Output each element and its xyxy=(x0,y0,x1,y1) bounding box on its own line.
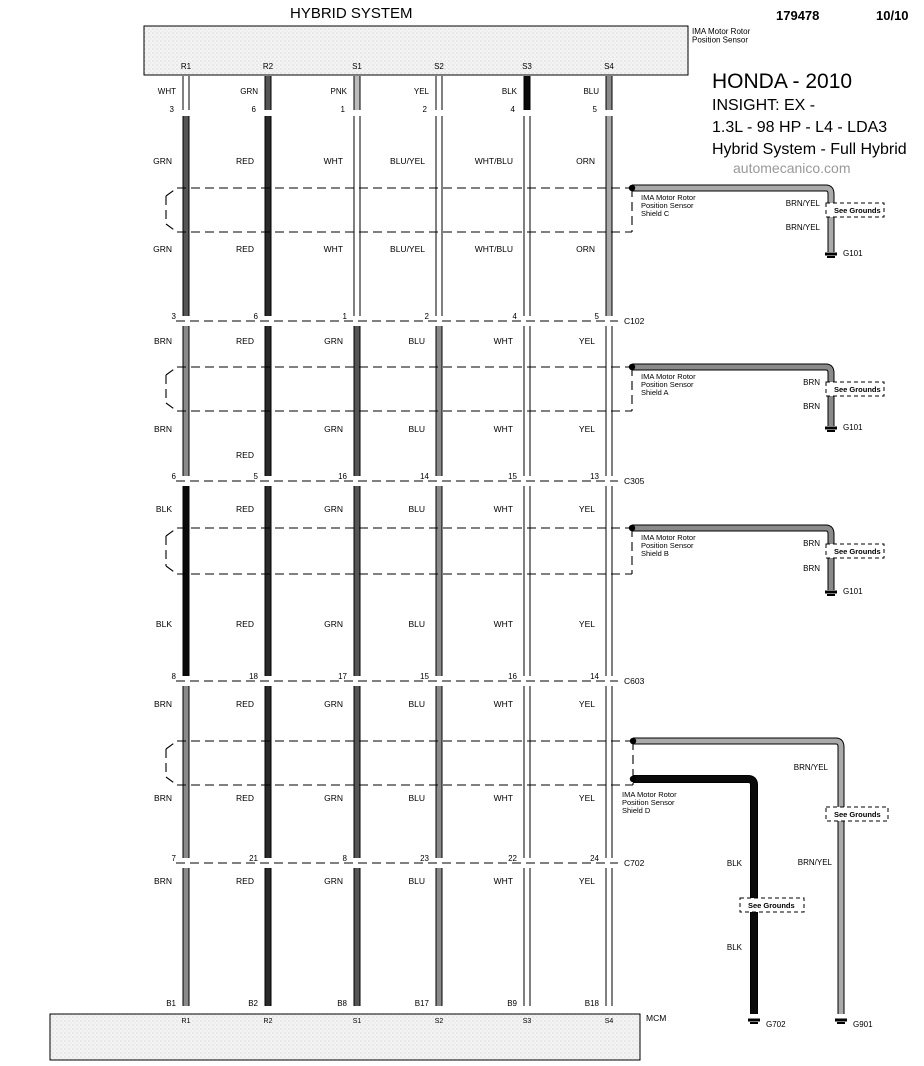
top-wire-color-label: GRN xyxy=(240,87,258,96)
sensor-component-label: IMA Motor Rotor Position Sensor xyxy=(692,27,751,45)
mcm-pin-label: S1 xyxy=(352,1018,362,1025)
wire-color-label: YEL xyxy=(578,504,595,514)
connector-pin-number: 23 xyxy=(420,854,429,863)
wire-color-label: BLU xyxy=(408,336,425,346)
ground-wire-color-label: BLK xyxy=(726,943,742,952)
mcm-terminal-label: B9 xyxy=(507,999,517,1008)
wire-color-label: YEL xyxy=(578,793,595,803)
ground-wire-color-label: BLK xyxy=(726,859,742,868)
wire-color-label: BLU xyxy=(408,504,425,514)
top-pin-label: R2 xyxy=(262,62,274,71)
wire-color-label: WHT xyxy=(493,793,513,803)
mcm-pin-label: S3 xyxy=(522,1018,532,1025)
drain-wire-color-label: BRN/YEL xyxy=(797,858,832,867)
shield-label: IMA Motor Rotor Position Sensor Shield C xyxy=(641,193,696,218)
drain-wire-color-label: BRN/YEL xyxy=(785,223,820,232)
wire-color-label: GRN xyxy=(324,876,343,886)
wire-color-label: ORN xyxy=(576,156,595,166)
connector-name: C102 xyxy=(624,316,645,326)
connector-pin-number: 7 xyxy=(171,854,176,863)
connector-name: C603 xyxy=(624,676,645,686)
connector-pin-number: 15 xyxy=(420,672,429,681)
wire-color-label: WHT/BLU xyxy=(474,244,513,254)
wire-color-label: WHT xyxy=(493,619,513,629)
drain-wire-color-label: BRN xyxy=(803,402,820,411)
wire-color-label: BRN xyxy=(154,424,172,434)
connector-pin-number: 5 xyxy=(253,472,258,481)
wire-color-label: RED xyxy=(236,876,254,886)
mcm-component-label: MCM xyxy=(646,1013,667,1023)
shield-outline xyxy=(166,188,177,196)
watermark: automecanico.com xyxy=(733,160,851,176)
page-number: 10/10 xyxy=(876,8,909,23)
connector-pin-number: 5 xyxy=(594,312,599,321)
shield-splice-dot xyxy=(629,525,635,531)
shield-splice-dot xyxy=(629,364,635,370)
shield-outline xyxy=(166,403,177,411)
shield-d-splice-dot xyxy=(630,738,636,744)
wire-color-label: RED xyxy=(236,156,254,166)
wire-color-label: BLK xyxy=(155,504,172,514)
mcm-terminal-label: B2 xyxy=(248,999,258,1008)
wire-color-label: RED xyxy=(236,336,254,346)
connector-name: C702 xyxy=(624,858,645,868)
mcm-terminal-label: B8 xyxy=(337,999,347,1008)
connector-pin-number: 1 xyxy=(342,312,347,321)
drain-wire-color-label: BRN xyxy=(803,564,820,573)
top-pin-number: 2 xyxy=(422,105,427,114)
wire-color-label: RED xyxy=(236,699,254,709)
connector-pin-number: 3 xyxy=(171,312,176,321)
shield-d-label: IMA Motor Rotor Position Sensor Shield D xyxy=(622,790,677,815)
wire-color-label: BLU xyxy=(408,793,425,803)
wire-color-label: YEL xyxy=(578,876,595,886)
shield-outline xyxy=(166,528,177,536)
ground-name: G901 xyxy=(853,1020,873,1029)
wire-color-label: BLU/YEL xyxy=(390,244,425,254)
mcm-terminal-label: B17 xyxy=(414,999,429,1008)
wire-color-label: BRN xyxy=(154,876,172,886)
connector-pin-number: 4 xyxy=(512,312,517,321)
ground-name: G101 xyxy=(843,587,863,596)
vehicle-system: Hybrid System - Full Hybrid xyxy=(712,141,907,158)
wire-color-label: WHT/BLU xyxy=(474,156,513,166)
drain-wire-color-label: BRN/YEL xyxy=(793,763,828,772)
drain-wire-color-label: BRN xyxy=(803,539,820,548)
connector-pin-number: 16 xyxy=(338,472,347,481)
see-grounds-label: See Grounds xyxy=(748,901,795,910)
wire-color-label: RED xyxy=(236,450,254,460)
shield-d-outline xyxy=(166,777,177,785)
ground-name: G101 xyxy=(843,423,863,432)
shield-label: IMA Motor Rotor Position Sensor Shield B xyxy=(641,533,696,558)
wire-color-label: BLK xyxy=(155,619,172,629)
shield-outline xyxy=(166,566,177,574)
top-pin-number: 4 xyxy=(510,105,515,114)
drain-wire-color-label: BRN/YEL xyxy=(785,199,820,208)
wire-color-label: BLU xyxy=(408,619,425,629)
wire-color-label: GRN xyxy=(153,156,172,166)
wire-color-label: RED xyxy=(236,793,254,803)
wire-color-label: RED xyxy=(236,244,254,254)
wire-color-label: WHT xyxy=(493,424,513,434)
wire-color-label: WHT xyxy=(493,699,513,709)
wire-color-label: BLU xyxy=(408,876,425,886)
wire-color-label: WHT xyxy=(493,336,513,346)
top-pin-number: 5 xyxy=(592,105,597,114)
ground-name: G101 xyxy=(843,249,863,258)
wire-color-label: YEL xyxy=(578,699,595,709)
wire-color-label: YEL xyxy=(578,424,595,434)
connector-pin-number: 18 xyxy=(249,672,258,681)
connector-pin-number: 8 xyxy=(171,672,176,681)
mcm-pin-label: R1 xyxy=(181,1018,191,1025)
connector-pin-number: 22 xyxy=(508,854,517,863)
connector-pin-number: 6 xyxy=(171,472,176,481)
top-wire-color-label: BLU xyxy=(583,87,599,96)
wire-color-label: WHT xyxy=(323,244,343,254)
top-pin-number: 6 xyxy=(251,105,256,114)
wire-color-label: BRN xyxy=(154,699,172,709)
mcm-pin-label: S2 xyxy=(434,1018,444,1025)
shield-d-outline xyxy=(166,741,177,749)
shield-outline xyxy=(166,224,177,232)
system-title: HYBRID SYSTEM xyxy=(290,5,413,22)
wire-color-label: YEL xyxy=(578,336,595,346)
see-grounds-label: See Grounds xyxy=(834,206,881,215)
wire-color-label: BRN xyxy=(154,793,172,803)
shield-label: IMA Motor Rotor Position Sensor Shield A xyxy=(641,372,696,397)
connector-pin-number: 15 xyxy=(508,472,517,481)
connector-pin-number: 14 xyxy=(590,672,599,681)
wire-color-label: RED xyxy=(236,619,254,629)
mcm-terminal-label: B1 xyxy=(166,999,176,1008)
shield-d-splice-dot xyxy=(630,776,636,782)
top-wire-color-label: PNK xyxy=(330,87,347,96)
top-pin-number: 1 xyxy=(340,105,345,114)
wire-color-label: ORN xyxy=(576,244,595,254)
shield-splice-dot xyxy=(629,185,635,191)
wire-color-label: RED xyxy=(236,504,254,514)
mcm-terminal-label: B18 xyxy=(584,999,599,1008)
see-grounds-label: See Grounds xyxy=(834,810,881,819)
see-grounds-label: See Grounds xyxy=(834,547,881,556)
top-pin-number: 3 xyxy=(169,105,174,114)
drain-wire-color-label: BRN xyxy=(803,378,820,387)
shield-outline xyxy=(166,367,177,375)
top-pin-label: S2 xyxy=(434,62,444,71)
top-pin-label: S1 xyxy=(352,62,362,71)
top-wire-color-label: WHT xyxy=(157,87,176,96)
wire-color-label: GRN xyxy=(324,424,343,434)
connector-pin-number: 13 xyxy=(590,472,599,481)
wire-color-label: BLU xyxy=(408,699,425,709)
connector-pin-number: 17 xyxy=(338,672,347,681)
wire-color-label: BLU xyxy=(408,424,425,434)
connector-pin-number: 21 xyxy=(249,854,258,863)
wire-color-label: GRN xyxy=(324,699,343,709)
vehicle-model: INSIGHT: EX - xyxy=(712,97,816,114)
connector-pin-number: 6 xyxy=(253,312,258,321)
wire-color-label: WHT xyxy=(493,504,513,514)
vehicle-make-year: HONDA - 2010 xyxy=(712,70,853,93)
shield-d-ground-wire xyxy=(633,779,754,1014)
mcm-pin-label: S4 xyxy=(604,1018,614,1025)
see-grounds-label: See Grounds xyxy=(834,385,881,394)
mcm-pin-label: R2 xyxy=(263,1018,273,1025)
connector-pin-number: 24 xyxy=(590,854,599,863)
shield-d-ground-wire-outline xyxy=(633,779,754,1014)
top-pin-label: S3 xyxy=(522,62,532,71)
wire-color-label: WHT xyxy=(493,876,513,886)
mcm-component-box xyxy=(50,1014,640,1060)
vehicle-engine: 1.3L - 98 HP - L4 - LDA3 xyxy=(712,119,888,136)
connector-pin-number: 14 xyxy=(420,472,429,481)
document-number: 179478 xyxy=(776,8,820,23)
wire-color-label: GRN xyxy=(324,619,343,629)
connector-pin-number: 8 xyxy=(342,854,347,863)
wire-color-label: WHT xyxy=(323,156,343,166)
wire-color-label: YEL xyxy=(578,619,595,629)
wire-color-label: BRN xyxy=(154,336,172,346)
wire-color-label: GRN xyxy=(324,504,343,514)
connector-pin-number: 16 xyxy=(508,672,517,681)
wire-color-label: GRN xyxy=(153,244,172,254)
top-wire-color-label: YEL xyxy=(413,87,429,96)
top-pin-label: S4 xyxy=(604,62,614,71)
connector-pin-number: 2 xyxy=(424,312,429,321)
connector-name: C305 xyxy=(624,476,645,486)
top-pin-label: R1 xyxy=(180,62,192,71)
wire-color-label: GRN xyxy=(324,336,343,346)
wire-color-label: GRN xyxy=(324,793,343,803)
ground-name: G702 xyxy=(766,1020,786,1029)
top-wire-color-label: BLK xyxy=(501,87,517,96)
wire-color-label: BLU/YEL xyxy=(390,156,425,166)
